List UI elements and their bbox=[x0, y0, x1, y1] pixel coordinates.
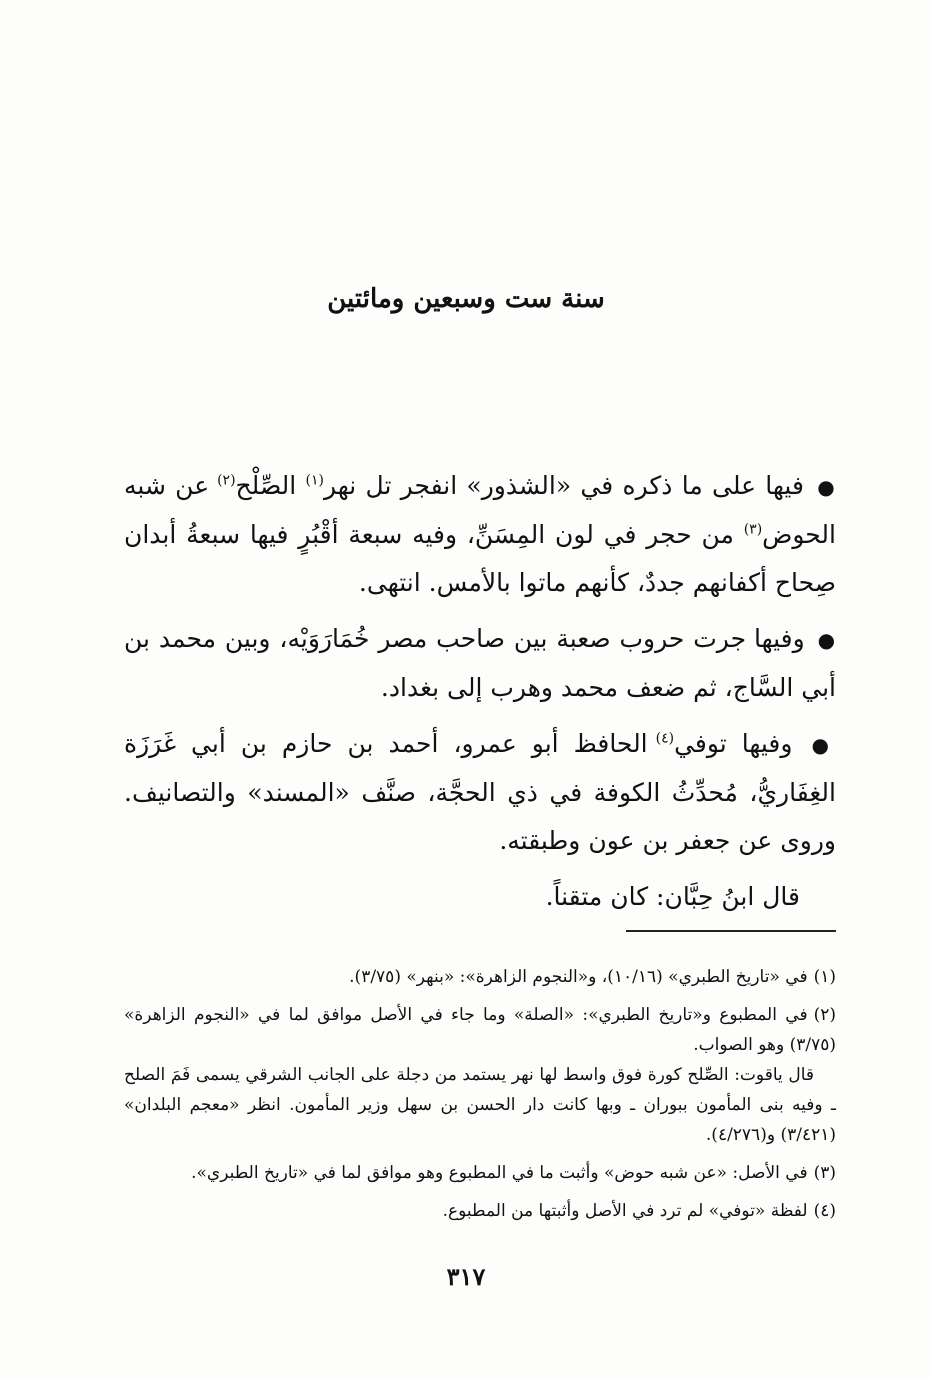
paragraph-3-text-a: وفيها توفي bbox=[674, 729, 793, 758]
footnotes bbox=[124, 962, 836, 1234]
paragraph-1-text-a: فيها على ما ذكره في «الشذور» انفجر تل نهر bbox=[323, 471, 804, 500]
footnote-ref-2[interactable]: (٢) bbox=[217, 472, 236, 489]
footnote-text: في الأصل: «عن شبه حوض» وأثبت ما في المطبوع وهو موافق لما في «تاريخ الطبري». bbox=[191, 1163, 808, 1183]
paragraph-2-text: وفيها جرت حروب صعبة بين صاحب مصر خُمَارَوَيْه، وبين محمد بن أبي السَّاج، ثم ضعف محمد وهرب إلى بغداد. bbox=[124, 624, 836, 702]
footnote-divider bbox=[626, 930, 836, 932]
footnote-number: (١) bbox=[813, 967, 836, 987]
footnote-ref-3[interactable]: (٣) bbox=[743, 521, 763, 538]
footnote-text: لفظة «توفي» لم ترد في الأصل وأثبتها من المطبوع. bbox=[442, 1201, 808, 1221]
main-text bbox=[124, 462, 836, 921]
paragraph-2 bbox=[124, 615, 836, 712]
footnote-number: (٣) bbox=[813, 1163, 836, 1183]
paragraph-1 bbox=[124, 462, 836, 607]
quote-line: قال ابنُ حِبَّان: كان متقناً. bbox=[545, 882, 800, 911]
footnote-number: (٤) bbox=[813, 1201, 836, 1221]
page-number: ٣١٧ bbox=[446, 1262, 486, 1291]
page-title: سنة ست وسبعين ومائتين bbox=[327, 284, 605, 314]
footnote-2 bbox=[124, 1000, 836, 1150]
footnote-4 bbox=[124, 1196, 836, 1226]
paragraph-1-text-d: من حجر في لون المِسَنِّ، وفيه سبعة أقْبُرٍ فيها سبعةُ أبدان صِحاح أكفانهم جددٌ، كأنهم ماتوا بالأمس. انتهى. bbox=[124, 520, 836, 597]
paragraph-3-text-b: الحافظ أبو عمرو، أحمد بن حازم بن أبي غَرَزَة الغِفَاريُّ، مُحدِّثُ الكوفة في ذي الحجَّة، صنَّف «المسند» والتصانيف. وروى عن جعفر بن عون وطبقته. bbox=[124, 729, 836, 855]
paragraph-3 bbox=[124, 720, 836, 865]
paragraph-1-text-c: عن شبه الحوض bbox=[124, 471, 836, 549]
bullet-icon: ● bbox=[817, 475, 836, 499]
footnote-1 bbox=[124, 962, 836, 992]
footnote-2-detail: قال ياقوت: الصِّلح كورة فوق واسط لها نهر يستمد من دجلة على الجانب الشرقي يسمى فَمَ الصلح ـ وفيه بنى المأمون ببوران ـ وبها كانت دار الحسن بن سهل وزير المأمون. انظر «معجم البلدان» (٣/٤٢١) و(٤/٢٧٦). bbox=[124, 1065, 836, 1145]
footnote-text: في «تاريخ الطبري» (١٠/١٦)، و«النجوم الزاهرة»: «بنهر» (٣/٧٥). bbox=[349, 967, 808, 987]
bullet-icon: ● bbox=[811, 733, 837, 757]
footnote-3 bbox=[124, 1158, 836, 1188]
paragraph-1-text-b: الصِّلْح bbox=[235, 471, 306, 500]
footnote-text: في المطبوع و«تاريخ الطبري»: «الصلة» وما جاء في الأصل موافق لما في «النجوم الزاهرة» (٣/٧٥) وهو الصواب. bbox=[124, 1005, 836, 1055]
footnote-ref-1[interactable]: (١) bbox=[305, 472, 324, 489]
footnote-number: (٢) bbox=[813, 1005, 836, 1025]
footnote-ref-4[interactable]: (٤) bbox=[655, 730, 675, 747]
bullet-icon: ● bbox=[817, 628, 836, 652]
